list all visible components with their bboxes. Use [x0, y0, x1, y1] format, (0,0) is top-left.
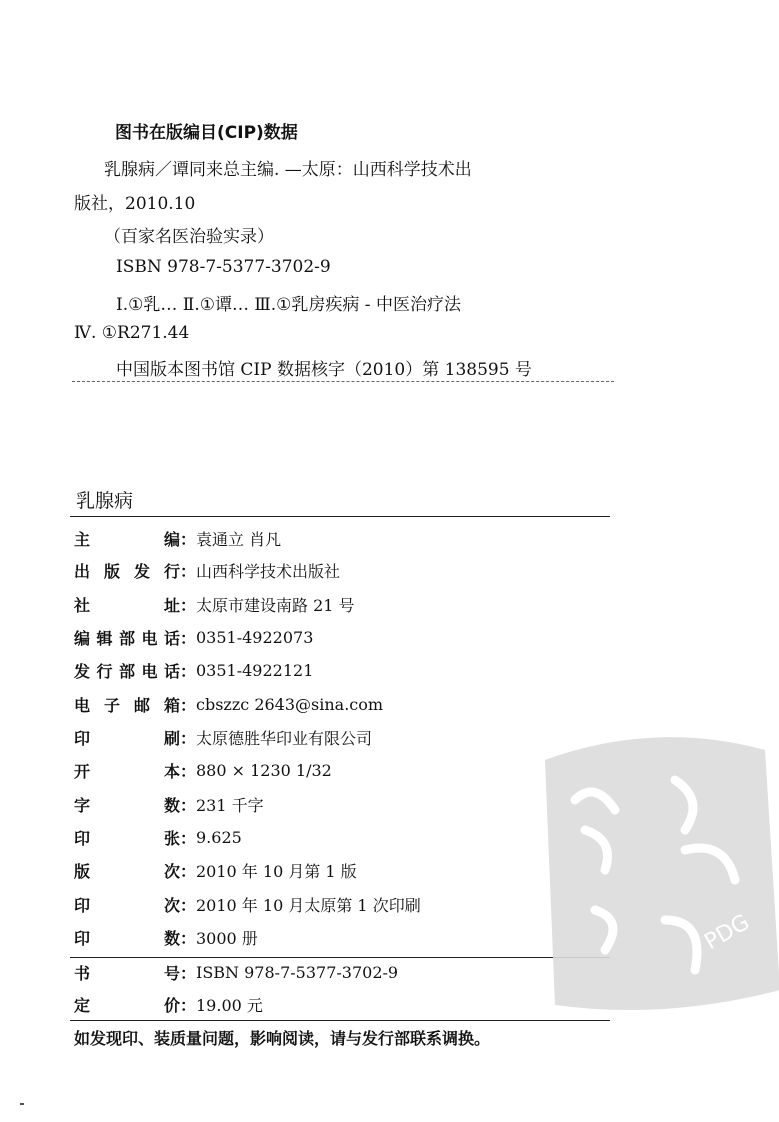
- info-label: 主 编 ：: [74, 529, 197, 549]
- info-row: [74, 524, 614, 552]
- info-row: [74, 556, 614, 584]
- info-label: 出 版 发 行 ：: [74, 561, 197, 581]
- info-value: 19.00 元: [196, 995, 263, 1015]
- info-label: 印 数 ：: [74, 928, 197, 948]
- seal-watermark: [515, 720, 779, 1020]
- info-value: 2010 年 10 月第 1 版: [196, 861, 357, 881]
- info-value: 太原市建设南路 21 号: [196, 595, 355, 615]
- info-label: 版 次 ：: [74, 861, 197, 881]
- quality-notice: 如发现印、装质量问题，影响阅读，请与发行部联系调换。: [74, 1029, 491, 1048]
- info-value: 山西科学技术出版社: [196, 561, 341, 581]
- info-value: 3000 册: [196, 928, 258, 948]
- info-label: 印 张 ：: [74, 828, 197, 848]
- info-label: 电 子 邮 箱 ：: [74, 695, 197, 715]
- info-label: 发 行 部 电 话 ：: [74, 661, 197, 681]
- info-label: 字 数 ：: [74, 795, 197, 815]
- info-label: 开 本 ：: [74, 761, 197, 781]
- bottom-rule: [70, 1020, 610, 1021]
- info-value: 0351-4922073: [196, 627, 314, 647]
- dashed-divider: [72, 381, 614, 382]
- info-value: ISBN 978-7-5377-3702-9: [196, 962, 399, 982]
- info-label: 印 刷 ：: [74, 728, 197, 748]
- cip-line: 中国版本图书馆 CIP 数据核字（2010）第 138595 号: [116, 360, 532, 380]
- info-value: 9.625: [196, 827, 242, 847]
- info-row: [74, 623, 614, 651]
- info-value: 0351-4922121: [196, 660, 314, 680]
- cip-line: ISBN 978-7-5377-3702-9: [116, 257, 331, 277]
- cip-line: Ⅳ. ①R271.44: [74, 323, 190, 343]
- cip-line: Ⅰ.①乳… Ⅱ.①谭… Ⅲ.①乳房疾病 - 中医治疗法: [116, 295, 461, 315]
- info-row: [74, 656, 614, 684]
- info-row: [74, 590, 614, 618]
- info-label: 社 址 ：: [74, 595, 197, 615]
- info-value: 880 × 1230 1/32: [196, 760, 332, 780]
- info-value: 2010 年 10 月太原第 1 次印刷: [196, 895, 421, 915]
- info-label: 印 次 ：: [74, 895, 197, 915]
- seal-pdg-text: PDG: [700, 909, 754, 956]
- info-value: cbszzc 2643@sina.com: [196, 694, 384, 714]
- scan-speck: [20, 1103, 24, 1105]
- info-row: [74, 690, 614, 718]
- info-value: 231 千字: [196, 795, 264, 815]
- title-rule: [70, 516, 610, 517]
- info-label: 定 价 ：: [74, 995, 197, 1015]
- info-value: 袁通立 肖凡: [196, 529, 282, 549]
- info-label: 书 号 ：: [74, 963, 197, 983]
- info-label: 编 辑 部 电 话 ：: [74, 628, 197, 648]
- cip-title: 图书在版编目(CIP)数据: [115, 123, 298, 143]
- info-value: 太原德胜华印业有限公司: [196, 728, 373, 748]
- cip-line: （百家名医治验实录）: [104, 227, 274, 247]
- book-title: 乳腺病: [76, 490, 134, 512]
- cip-line: 乳腺病／谭同来总主编. —太原：山西科学技术出: [104, 160, 472, 180]
- cip-line: 版社，2010.10: [74, 194, 196, 214]
